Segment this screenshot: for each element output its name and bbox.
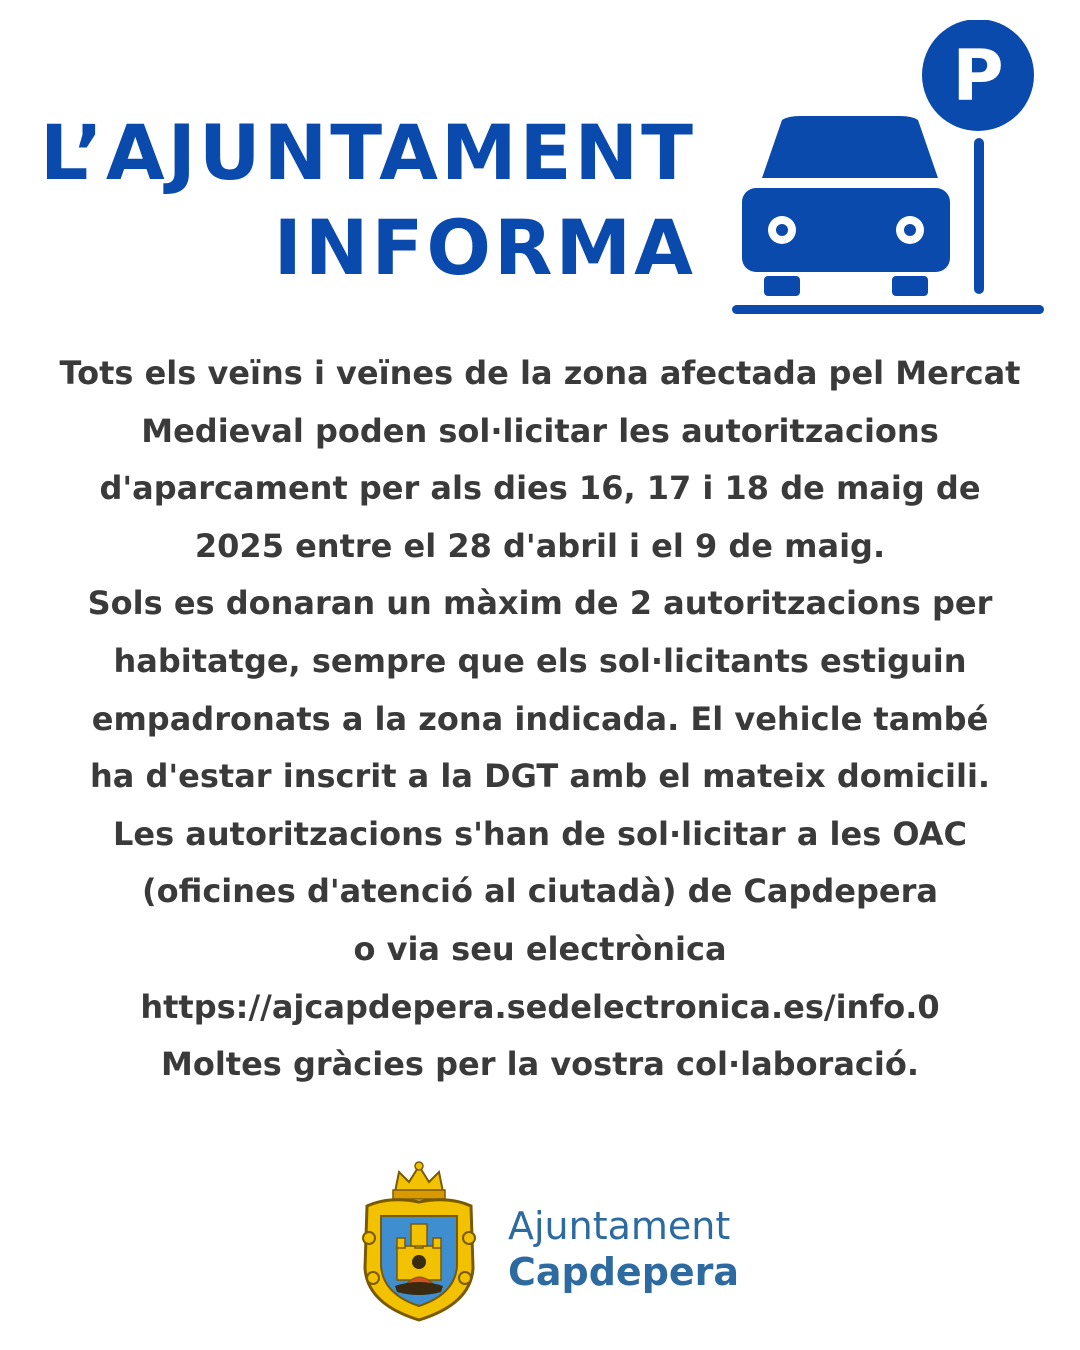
- body-line-11: o via seu electrònica: [353, 929, 727, 968]
- body-line-8: ha d'estar inscrit a la DGT amb el mateix domicili.: [89, 757, 991, 796]
- parking-car-icon: [720, 20, 1060, 320]
- body-line-2: Medieval poden sol·licitar les autoritzacions: [141, 411, 939, 450]
- announcement-text: [20, 345, 1060, 1094]
- coat-of-arms-icon: [355, 1158, 483, 1324]
- brand-line-capdepera: Capdepera: [508, 1250, 740, 1294]
- body-line-13: Moltes gràcies per la vostra col·laboració.: [160, 1045, 919, 1084]
- body-line-9: Les autoritzacions s'han de sol·licitar a les OAC: [112, 814, 967, 853]
- body-line-7: empadronats a la zona indicada. El vehicle també: [91, 699, 989, 738]
- body-line-12: https://ajcapdepera.sedelectronica.es/info.0: [140, 987, 940, 1026]
- title-line-2: INFORMA: [273, 203, 696, 292]
- brand-line-ajuntament: Ajuntament: [508, 1204, 731, 1248]
- parking-sign-letter: P: [952, 35, 1004, 117]
- body-line-10: (oficines d'atenció al ciutadà) de Capdepera: [142, 872, 938, 911]
- body-line-5: Sols es donaran un màxim de 2 autoritzacions per: [87, 584, 993, 623]
- title-line-1: L’AJUNTAMENT: [40, 108, 696, 197]
- body-line-3: d'aparcament per als dies 16, 17 i 18 de maig de: [99, 469, 981, 508]
- body-line-1: Tots els veïns i veïnes de la zona afectada pel Mercat: [59, 354, 1021, 392]
- brand-wordmark: [508, 1203, 739, 1295]
- body-line-4: 2025 entre el 28 d'abril i el 9 de maig.: [194, 526, 886, 565]
- body-line-6: habitatge, sempre que els sol·licitants estiguin: [113, 641, 967, 680]
